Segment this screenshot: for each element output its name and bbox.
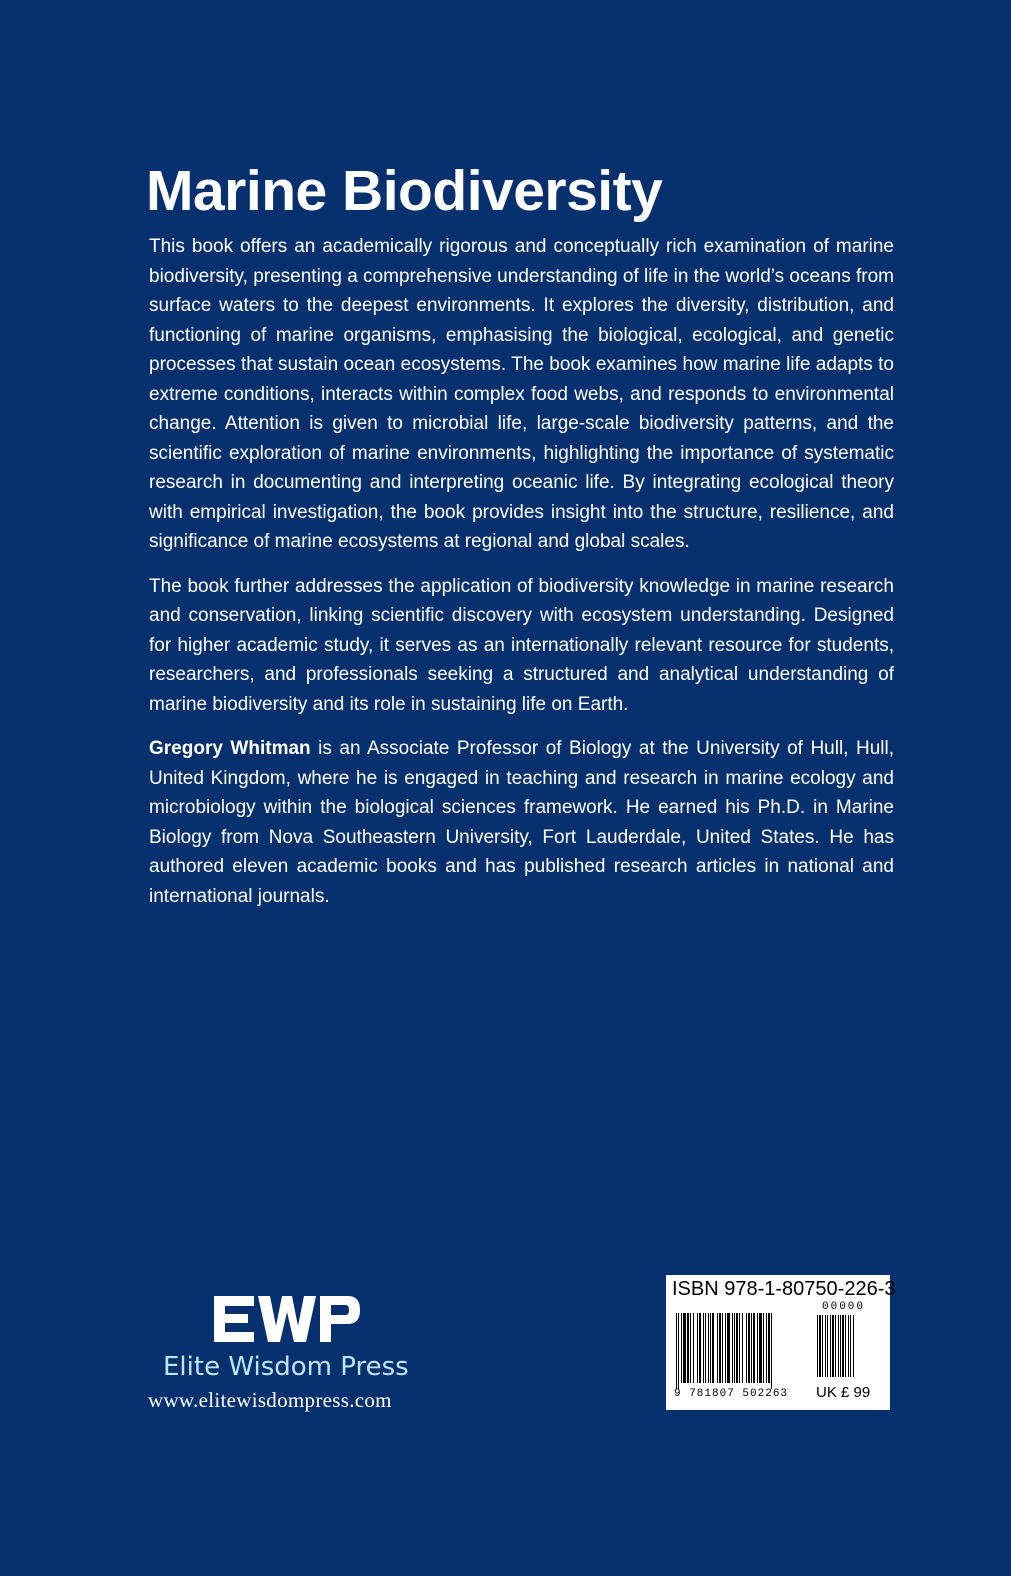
barcode-addon-digits: 00000	[822, 1301, 866, 1313]
ewp-logo-icon	[214, 1290, 364, 1346]
price-label: UK £ 99	[816, 1384, 871, 1401]
isbn-barcode	[666, 1275, 896, 1410]
barcode-ean-digits: 9 781807 502263	[674, 1388, 789, 1400]
isbn-number: ISBN 978-1-80750-226-3	[672, 1278, 896, 1300]
blurb	[149, 232, 894, 911]
author-name: Gregory Whitman	[149, 738, 311, 759]
blurb-paragraph-1: This book offers an academically rigorous and conceptually rich examination of marine biodiversity, presenting a comprehensive understanding of life in the world’s oceans from surface waters to the deepest environments. It explores the diversity, distribution, and functioning of marine organisms, emphasising the biological, ecological, and genetic processes that sustain ocean ecosystems. The book examines how marine life adapts to extreme conditions, interacts within complex food webs, and responds to environmental change. Attention is given to microbial life, large-scale biodiversity patterns, and the scientific exploration of marine environments, highlighting the importance of systematic research in documenting and interpreting oceanic life. By integrating ecological theory with empirical investigation, the book provides insight into the structure, resilience, and significance of marine ecosystems at regional and global scales.	[149, 236, 894, 552]
publisher-url: www.elitewisdompress.com	[148, 1388, 392, 1412]
publisher-block	[148, 1290, 438, 1420]
author-bio-paragraph	[149, 734, 894, 911]
barcode-icon	[676, 1313, 882, 1389]
publisher-name: Elite Wisdom Press	[163, 1352, 409, 1382]
author-bio: is an Associate Professor of Biology at the University of Hull, Hull, United Kingdom, where he is engaged in teaching and research in marine ecology and microbiology within the biological sciences framework. He earned his Ph.D. in Marine Biology from Nova Southeastern University, Fort Lauderdale, United States. He has authored eleven academic books and has published research articles in national and international journals.	[149, 738, 894, 907]
book-title: Marine Biodiversity	[146, 159, 663, 223]
blurb-paragraph-2: The book further addresses the application of biodiversity knowledge in marine research and conservation, linking scientific discovery with ecosystem understanding. Designed for higher academic study, it serves as an internationally relevant resource for students, researchers, and professionals seeking a structured and analytical understanding of marine biodiversity and its role in sustaining life on Earth.	[149, 575, 894, 715]
